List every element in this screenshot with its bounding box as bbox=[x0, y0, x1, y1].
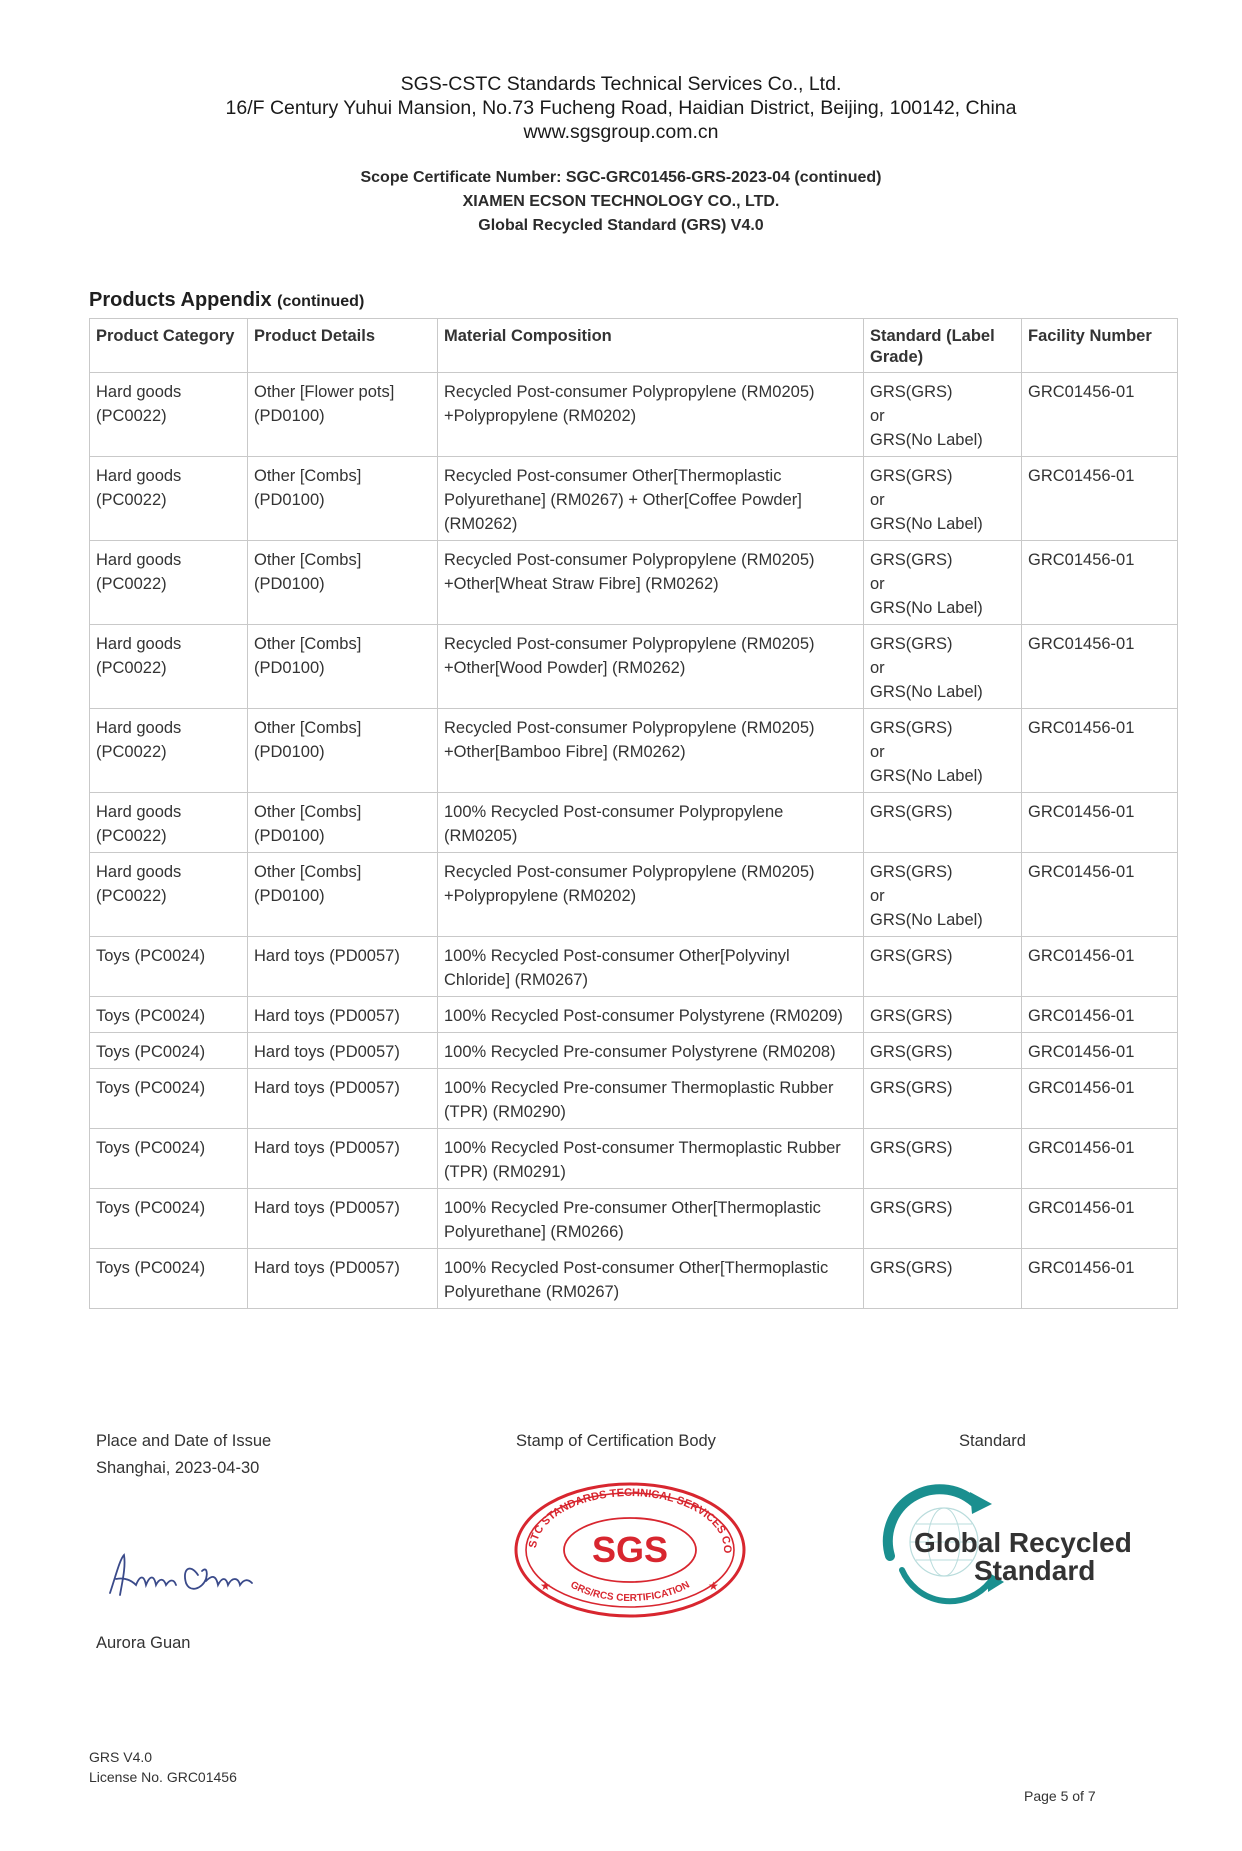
cell-composition: Recycled Post-consumer Polypropylene (RM0205) +Other[Wood Powder] (RM0262) bbox=[438, 625, 864, 709]
cell-standard-line: GRS(GRS) bbox=[870, 803, 953, 821]
cell-facility: GRC01456-01 bbox=[1022, 937, 1178, 997]
scope-company: XIAMEN ECSON TECHNOLOGY CO., LTD. bbox=[462, 193, 780, 210]
cell-details bbox=[248, 625, 438, 709]
cell-details-line: Hard toys (PD0057) bbox=[254, 1043, 400, 1061]
cell-category-line: Hard goods bbox=[96, 635, 182, 653]
cell-standard bbox=[864, 793, 1022, 853]
scope-header bbox=[0, 166, 1242, 238]
cell-category-line: Toys (PC0024) bbox=[96, 1139, 206, 1157]
cell-category-line: Hard goods bbox=[96, 719, 182, 737]
cell-standard-line: GRS(GRS) bbox=[870, 1259, 953, 1277]
table-row bbox=[90, 1033, 1178, 1069]
cell-details bbox=[248, 541, 438, 625]
cell-standard bbox=[864, 541, 1022, 625]
cell-category-line: Toys (PC0024) bbox=[96, 1259, 206, 1277]
table-row bbox=[90, 793, 1178, 853]
cell-category-line: (PC0022) bbox=[96, 743, 167, 761]
products-table bbox=[89, 318, 1178, 1309]
cell-details-line: (PD0100) bbox=[254, 743, 325, 761]
cell-standard bbox=[864, 457, 1022, 541]
cell-composition: Recycled Post-consumer Polypropylene (RM0205) +Polypropylene (RM0202) bbox=[438, 853, 864, 937]
cell-standard-line: GRS(GRS) bbox=[870, 1079, 953, 1097]
cell-category-line: (PC0022) bbox=[96, 575, 167, 593]
cell-details bbox=[248, 937, 438, 997]
cell-standard-line: GRS(No Label) bbox=[870, 515, 983, 533]
cell-standard bbox=[864, 997, 1022, 1033]
cell-category bbox=[90, 1069, 248, 1129]
cell-facility: GRC01456-01 bbox=[1022, 1189, 1178, 1249]
table-row bbox=[90, 709, 1178, 793]
appendix-title-text: Products Appendix bbox=[89, 289, 272, 311]
svg-text:GRS/RCS CERTIFICATION bbox=[568, 1580, 691, 1604]
cell-details-line: Other [Combs] bbox=[254, 551, 362, 569]
cell-category bbox=[90, 373, 248, 457]
cell-facility: GRC01456-01 bbox=[1022, 853, 1178, 937]
cell-composition: 100% Recycled Pre-consumer Polystyrene (RM0208) bbox=[438, 1033, 864, 1069]
cell-composition: 100% Recycled Post-consumer Thermoplastic Rubber (TPR) (RM0291) bbox=[438, 1129, 864, 1189]
cell-details-line: Hard toys (PD0057) bbox=[254, 1079, 400, 1097]
cell-standard bbox=[864, 625, 1022, 709]
table-body bbox=[90, 373, 1178, 1309]
sgs-stamp-seal bbox=[510, 1478, 750, 1618]
cell-category-line: Toys (PC0024) bbox=[96, 947, 206, 965]
grs-logo-mark bbox=[870, 1478, 1130, 1608]
cell-details-line: (PD0100) bbox=[254, 659, 325, 677]
page-number: Page 5 of 7 bbox=[1024, 1788, 1096, 1804]
table-row bbox=[90, 1129, 1178, 1189]
cell-details-line: Other [Combs] bbox=[254, 635, 362, 653]
table-row bbox=[90, 457, 1178, 541]
cell-standard-line: or bbox=[870, 407, 885, 425]
cell-category bbox=[90, 625, 248, 709]
cell-standard-line: GRS(GRS) bbox=[870, 635, 953, 653]
cell-standard bbox=[864, 709, 1022, 793]
cell-standard-line: GRS(No Label) bbox=[870, 683, 983, 701]
cell-standard-line: GRS(GRS) bbox=[870, 863, 953, 881]
cell-category bbox=[90, 793, 248, 853]
cell-details-line: Other [Flower pots] bbox=[254, 383, 395, 401]
cell-category-line: Toys (PC0024) bbox=[96, 1007, 206, 1025]
cell-category-line: Toys (PC0024) bbox=[96, 1079, 206, 1097]
standard-label: Standard bbox=[959, 1432, 1026, 1450]
cell-details-line: Other [Combs] bbox=[254, 467, 362, 485]
cell-standard bbox=[864, 853, 1022, 937]
table-row bbox=[90, 937, 1178, 997]
table-header-row bbox=[90, 319, 1178, 373]
cell-category bbox=[90, 541, 248, 625]
cell-details-line: Hard toys (PD0057) bbox=[254, 1007, 400, 1025]
table-row bbox=[90, 853, 1178, 937]
cell-category-line: (PC0022) bbox=[96, 491, 167, 509]
cell-standard-line: or bbox=[870, 491, 885, 509]
signature bbox=[102, 1545, 282, 1610]
cell-details-line: Other [Combs] bbox=[254, 863, 362, 881]
license-number: License No. GRC01456 bbox=[89, 1769, 237, 1785]
table-row bbox=[90, 625, 1178, 709]
grs-logo bbox=[870, 1478, 1130, 1613]
cell-composition: Recycled Post-consumer Polypropylene (RM0205) +Other[Wheat Straw Fibre] (RM0262) bbox=[438, 541, 864, 625]
cell-facility: GRC01456-01 bbox=[1022, 625, 1178, 709]
table-row bbox=[90, 541, 1178, 625]
cell-composition: 100% Recycled Post-consumer Polypropylene (RM0205) bbox=[438, 793, 864, 853]
cell-standard-line: GRS(GRS) bbox=[870, 551, 953, 569]
cell-details-line: (PD0100) bbox=[254, 827, 325, 845]
cell-standard-line: GRS(GRS) bbox=[870, 947, 953, 965]
stamp-text-top: STC STANDARDS TECHNICAL SERVICES CO bbox=[526, 1486, 734, 1554]
signature-scribble bbox=[102, 1545, 282, 1605]
cell-details bbox=[248, 457, 438, 541]
cell-category-line: (PC0022) bbox=[96, 887, 167, 905]
cell-standard bbox=[864, 373, 1022, 457]
cell-composition: 100% Recycled Post-consumer Other[Thermoplastic Polyurethane (RM0267) bbox=[438, 1249, 864, 1309]
cell-details-line: Hard toys (PD0057) bbox=[254, 1259, 400, 1277]
cell-details-line: Hard toys (PD0057) bbox=[254, 947, 400, 965]
cell-composition: 100% Recycled Pre-consumer Other[Thermoplastic Polyurethane] (RM0266) bbox=[438, 1189, 864, 1249]
cell-category-line: (PC0022) bbox=[96, 407, 167, 425]
cell-details bbox=[248, 709, 438, 793]
col-header-details: Product Details bbox=[248, 319, 438, 373]
cell-standard-line: GRS(No Label) bbox=[870, 599, 983, 617]
stamp-text-center: SGS bbox=[591, 1529, 669, 1570]
cell-composition: 100% Recycled Pre-consumer Thermoplastic Rubber (TPR) (RM0290) bbox=[438, 1069, 864, 1129]
col-header-composition: Material Composition bbox=[438, 319, 864, 373]
cell-category-line: Hard goods bbox=[96, 551, 182, 569]
cell-details-line: (PD0100) bbox=[254, 575, 325, 593]
logo-line1: Global Recycled bbox=[914, 1527, 1130, 1558]
cell-composition: 100% Recycled Post-consumer Other[Polyvinyl Chloride] (RM0267) bbox=[438, 937, 864, 997]
cell-standard bbox=[864, 1033, 1022, 1069]
cell-standard-line: GRS(No Label) bbox=[870, 431, 983, 449]
signatory-name: Aurora Guan bbox=[96, 1634, 191, 1652]
cell-details-line: (PD0100) bbox=[254, 491, 325, 509]
cell-standard bbox=[864, 1249, 1022, 1309]
cell-category bbox=[90, 1033, 248, 1069]
cell-standard-line: or bbox=[870, 659, 885, 677]
cell-details bbox=[248, 853, 438, 937]
stamp-star-icon: ★ bbox=[708, 1579, 719, 1593]
place-date-value: Shanghai, 2023-04-30 bbox=[96, 1459, 260, 1477]
cell-category bbox=[90, 853, 248, 937]
issuer-address: 16/F Century Yuhui Mansion, No.73 Fucheng Road, Haidian District, Beijing, 100142, China bbox=[225, 97, 1017, 119]
cell-facility: GRC01456-01 bbox=[1022, 457, 1178, 541]
cell-standard-line: GRS(GRS) bbox=[870, 1043, 953, 1061]
cell-category-line: Hard goods bbox=[96, 803, 182, 821]
cell-category bbox=[90, 457, 248, 541]
table-row bbox=[90, 1249, 1178, 1309]
cell-details bbox=[248, 1069, 438, 1129]
cell-category-line: (PC0022) bbox=[96, 827, 167, 845]
cell-details bbox=[248, 1129, 438, 1189]
cell-details-line: Other [Combs] bbox=[254, 803, 362, 821]
cell-facility: GRC01456-01 bbox=[1022, 541, 1178, 625]
cell-standard bbox=[864, 1069, 1022, 1129]
cell-category-line: Toys (PC0024) bbox=[96, 1043, 206, 1061]
cell-standard-line: GRS(No Label) bbox=[870, 767, 983, 785]
issuer-company: SGS-CSTC Standards Technical Services Co., Ltd. bbox=[400, 73, 842, 95]
cell-details bbox=[248, 793, 438, 853]
products-appendix-title bbox=[89, 289, 364, 312]
cell-category-line: (PC0022) bbox=[96, 659, 167, 677]
cell-facility: GRC01456-01 bbox=[1022, 373, 1178, 457]
cell-facility: GRC01456-01 bbox=[1022, 997, 1178, 1033]
cell-category-line: Hard goods bbox=[96, 863, 182, 881]
cell-standard-line: or bbox=[870, 887, 885, 905]
stamp-label: Stamp of Certification Body bbox=[516, 1432, 716, 1450]
grs-version: GRS V4.0 bbox=[89, 1749, 153, 1765]
cell-details-line: (PD0100) bbox=[254, 887, 325, 905]
cell-facility: GRC01456-01 bbox=[1022, 709, 1178, 793]
cell-details-line: (PD0100) bbox=[254, 407, 325, 425]
cell-standard-line: GRS(GRS) bbox=[870, 719, 953, 737]
cell-details-line: Other [Combs] bbox=[254, 719, 362, 737]
cell-standard-line: GRS(GRS) bbox=[870, 467, 953, 485]
cell-facility: GRC01456-01 bbox=[1022, 793, 1178, 853]
cell-facility: GRC01456-01 bbox=[1022, 1249, 1178, 1309]
cell-standard-line: or bbox=[870, 575, 885, 593]
cell-composition: 100% Recycled Post-consumer Polystyrene (RM0209) bbox=[438, 997, 864, 1033]
issuer-header bbox=[0, 72, 1242, 144]
scope-certificate-number: Scope Certificate Number: SGC-GRC01456-GRS-2023-04 (continued) bbox=[360, 169, 882, 186]
cell-details-line: Hard toys (PD0057) bbox=[254, 1139, 400, 1157]
cell-composition: Recycled Post-consumer Polypropylene (RM0205) +Polypropylene (RM0202) bbox=[438, 373, 864, 457]
cell-category bbox=[90, 1249, 248, 1309]
cell-category bbox=[90, 997, 248, 1033]
cell-standard-line: GRS(GRS) bbox=[870, 1007, 953, 1025]
table-row bbox=[90, 1069, 1178, 1129]
col-header-facility: Facility Number bbox=[1022, 319, 1178, 373]
cell-details bbox=[248, 373, 438, 457]
cell-composition: Recycled Post-consumer Polypropylene (RM0205) +Other[Bamboo Fibre] (RM0262) bbox=[438, 709, 864, 793]
cell-facility: GRC01456-01 bbox=[1022, 1129, 1178, 1189]
place-date-label: Place and Date of Issue bbox=[96, 1432, 272, 1450]
cell-facility: GRC01456-01 bbox=[1022, 1033, 1178, 1069]
cell-standard-line: GRS(No Label) bbox=[870, 911, 983, 929]
issuer-website: www.sgsgroup.com.cn bbox=[523, 121, 719, 143]
cell-details-line: Hard toys (PD0057) bbox=[254, 1199, 400, 1217]
cell-standard bbox=[864, 1189, 1022, 1249]
col-header-category: Product Category bbox=[90, 319, 248, 373]
cell-standard-line: GRS(GRS) bbox=[870, 1199, 953, 1217]
scope-standard: Global Recycled Standard (GRS) V4.0 bbox=[478, 217, 764, 234]
cell-category-line: Hard goods bbox=[96, 383, 182, 401]
footer-left bbox=[89, 1747, 237, 1787]
table-row bbox=[90, 997, 1178, 1033]
table-row bbox=[90, 373, 1178, 457]
cell-standard-line: GRS(GRS) bbox=[870, 383, 953, 401]
cell-category bbox=[90, 1129, 248, 1189]
appendix-continued: (continued) bbox=[277, 293, 365, 310]
table-row bbox=[90, 1189, 1178, 1249]
cell-category-line: Hard goods bbox=[96, 467, 182, 485]
cell-details bbox=[248, 1249, 438, 1309]
cell-standard-line: GRS(GRS) bbox=[870, 1139, 953, 1157]
cell-facility: GRC01456-01 bbox=[1022, 1069, 1178, 1129]
cell-details bbox=[248, 997, 438, 1033]
cell-standard bbox=[864, 1129, 1022, 1189]
cell-category bbox=[90, 709, 248, 793]
cell-standard bbox=[864, 937, 1022, 997]
cell-category bbox=[90, 937, 248, 997]
logo-line2: Standard bbox=[974, 1555, 1096, 1586]
cell-composition: Recycled Post-consumer Other[Thermoplastic Polyurethane] (RM0267) + Other[Coffee Powder] (RM0262) bbox=[438, 457, 864, 541]
cell-details bbox=[248, 1033, 438, 1069]
stamp-star-icon: ★ bbox=[540, 1579, 551, 1593]
cell-standard-line: or bbox=[870, 743, 885, 761]
stamp-text-bottom: GRS/RCS CERTIFICATION bbox=[568, 1579, 692, 1605]
cell-category-line: Toys (PC0024) bbox=[96, 1199, 206, 1217]
cell-details bbox=[248, 1189, 438, 1249]
col-header-standard: Standard (Label Grade) bbox=[864, 319, 1022, 373]
cell-category bbox=[90, 1189, 248, 1249]
sgs-stamp bbox=[510, 1478, 750, 1623]
